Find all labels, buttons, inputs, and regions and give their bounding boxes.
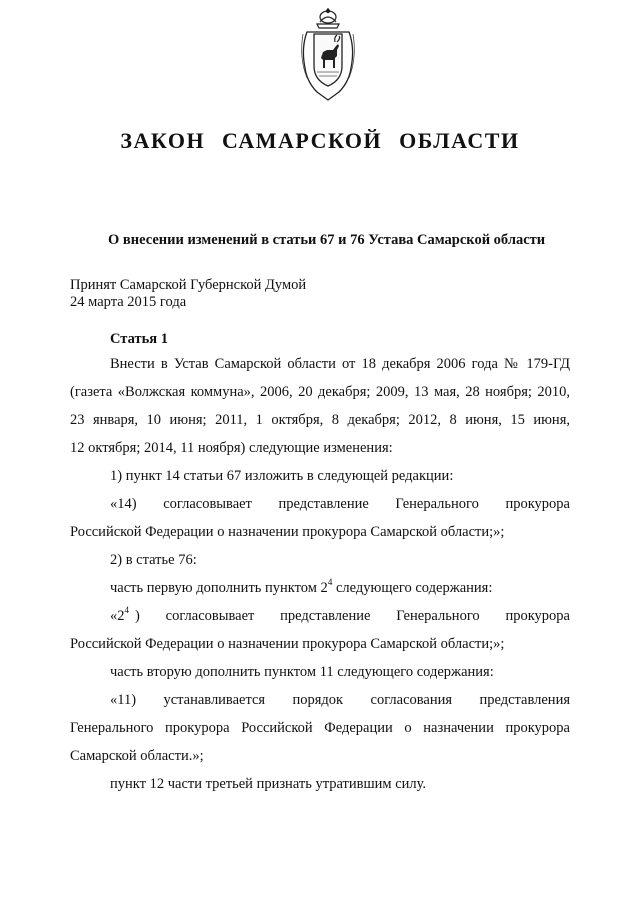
text-line: часть вторую дополнить пунктом 11 следующего содержания: — [110, 664, 494, 680]
coat-of-arms-icon — [297, 8, 359, 104]
text-fragment: часть первую дополнить пунктом 2 — [110, 580, 328, 596]
quoted-text: Российской Федерации о назначении прокурора Самарской области;»; — [70, 524, 505, 540]
quoted-text: Российской Федерации о назначении прокурора Самарской области;»; — [70, 636, 505, 652]
text-line: Внести в Устав Самарской области от 18 декабря 2006 года № 179-ГД — [110, 356, 570, 372]
law-title: ЗАКОН САМАРСКОЙ ОБЛАСТИ — [120, 128, 520, 153]
list-item: 2) в статье 76: — [110, 552, 197, 568]
adoption-body: Принят Самарской Губернской Думой — [70, 277, 307, 293]
quoted-text: «14) согласовывает представление Генерального прокурора — [110, 496, 570, 512]
text-fragment: следующего содержания: — [335, 580, 493, 596]
text-line: (газета «Волжская коммуна», 2006, 20 декабря; 2009, 13 мая, 28 ноября; 2010, — [70, 384, 570, 400]
text-line: 23 января, 10 июня; 2011, 1 октября, 8 декабря; 2012, 8 июня, 15 июня, — [70, 412, 570, 428]
article-heading: Статья 1 — [110, 331, 168, 347]
text-fragment: ) согласовывает представление Генерального прокурора — [135, 608, 570, 624]
text-line — [110, 577, 493, 597]
quoted-text — [110, 605, 570, 625]
adoption-info — [70, 277, 306, 311]
law-subtitle: О внесении изменений в статьи 67 и 76 Устава Самарской области — [108, 232, 546, 248]
list-item: 1) пункт 14 статьи 67 изложить в следующей редакции: — [110, 468, 454, 484]
text-fragment: «2 — [110, 608, 125, 624]
adoption-date: 24 марта 2015 года — [70, 294, 187, 310]
quoted-text: Самарской области.»; — [70, 748, 204, 764]
quoted-text: «11) устанавливается порядок согласования представления — [110, 692, 570, 708]
quoted-text: Генерального прокурора Российской Федерации о назначении прокурора — [70, 720, 570, 736]
text-line: пункт 12 части третьей признать утратившим силу. — [110, 776, 427, 792]
superscript: 4 — [124, 605, 129, 616]
superscript: 4 — [327, 577, 333, 588]
text-line: 12 октября; 2014, 11 ноября) следующие изменения: — [70, 440, 393, 456]
